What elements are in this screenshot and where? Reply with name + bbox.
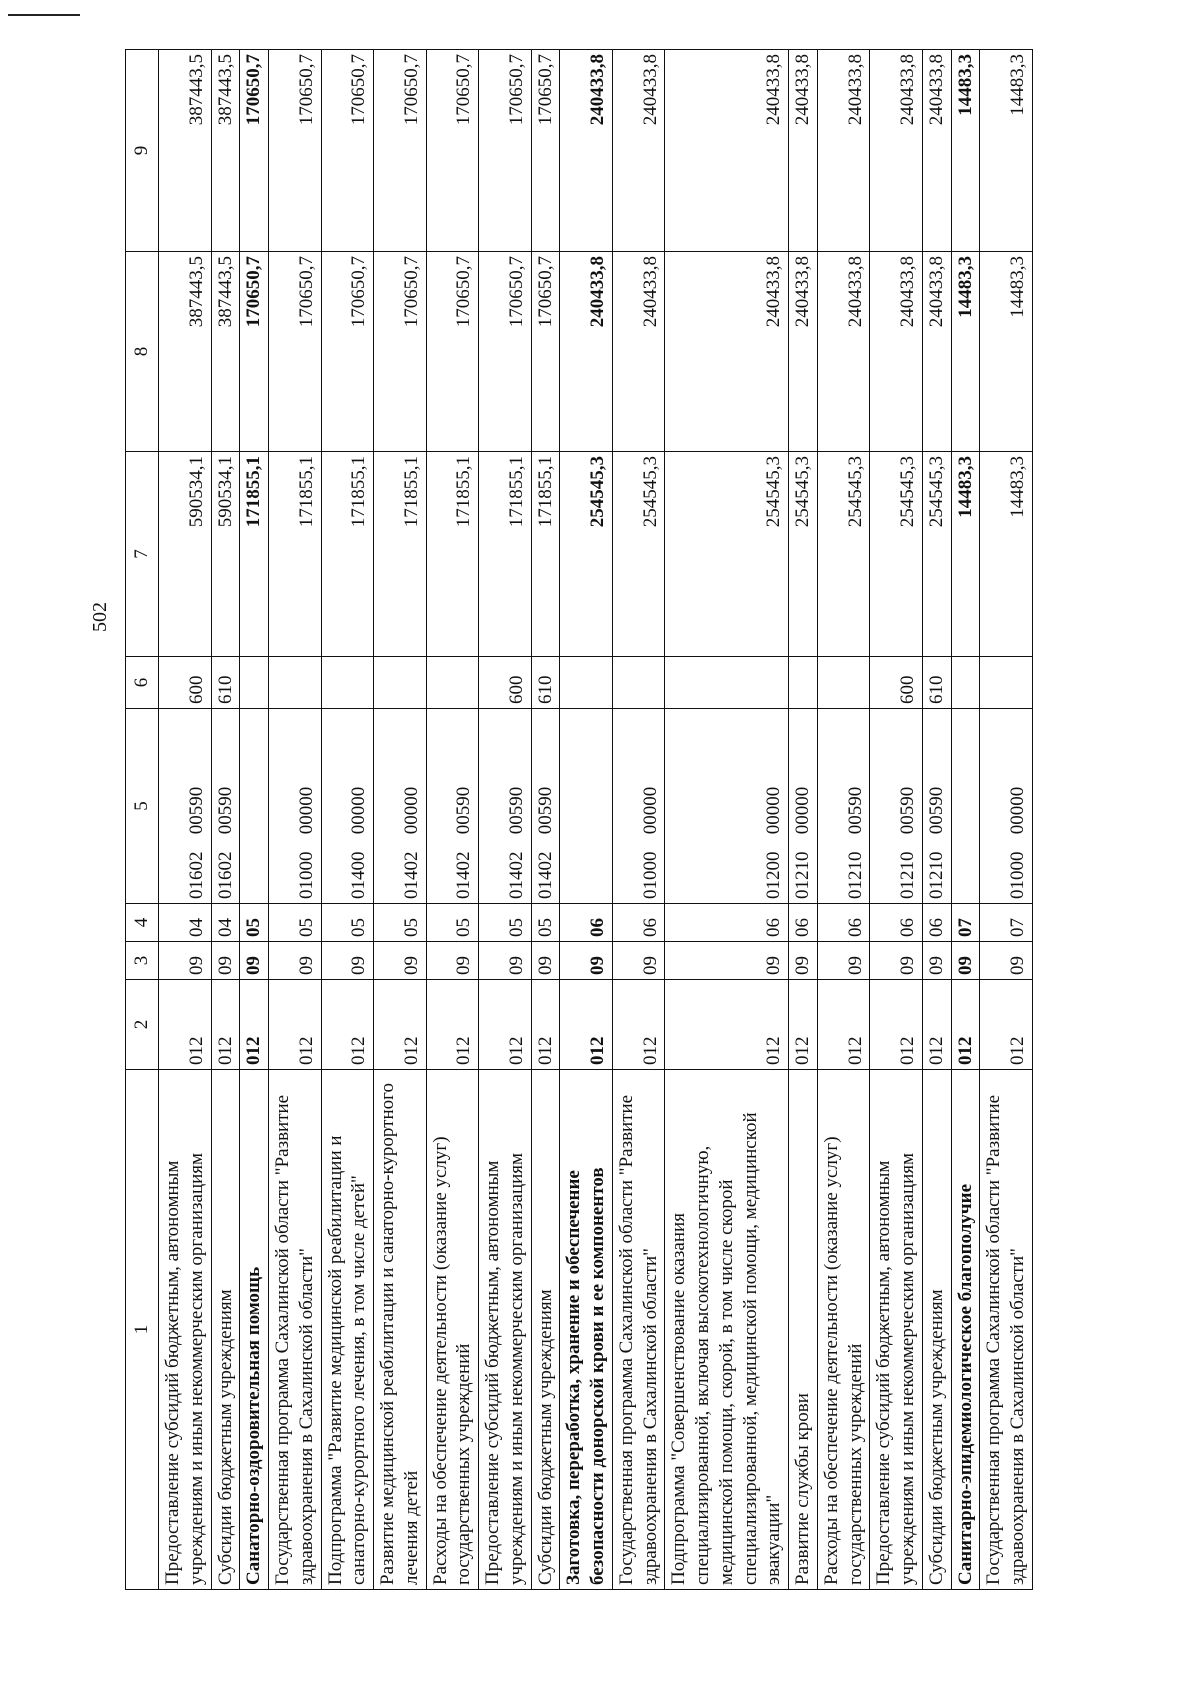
direction-code: 00000 xyxy=(1007,786,1028,835)
row-subsection-cell: 05 xyxy=(321,904,374,942)
row-expense-type-cell: 610 xyxy=(531,657,560,709)
row-amount-7-cell: 14483,3 xyxy=(951,452,980,657)
row-code-cell: 012 xyxy=(870,980,923,1070)
row-amount-9-cell: 14483,3 xyxy=(951,50,980,252)
row-name-cell: Субсидии бюджетным учреждениям xyxy=(922,1070,951,1590)
row-section-cell: 09 xyxy=(922,942,951,980)
row-code-cell: 012 xyxy=(159,980,212,1070)
direction-code: 00000 xyxy=(295,786,317,835)
table-row xyxy=(269,50,322,1590)
row-expense-type-cell xyxy=(817,657,870,709)
row-expense-type-cell xyxy=(980,657,1033,709)
header-cell: 8 xyxy=(126,252,159,452)
row-section-cell: 09 xyxy=(980,942,1033,980)
table-row xyxy=(922,50,951,1590)
row-subsection-cell: 05 xyxy=(374,904,427,942)
row-program-cell xyxy=(560,709,613,904)
row-code-cell: 012 xyxy=(240,980,269,1070)
program-code: 01000 xyxy=(295,851,317,899)
direction-code: 00000 xyxy=(348,786,370,835)
row-subsection-cell: 05 xyxy=(531,904,560,942)
row-amount-9-cell: 240433,8 xyxy=(817,50,870,252)
direction-code: 00590 xyxy=(897,786,918,835)
table-row xyxy=(789,50,818,1590)
row-amount-7-cell: 14483,3 xyxy=(980,452,1033,657)
row-section-cell: 09 xyxy=(211,942,240,980)
row-amount-8-cell: 387443,5 xyxy=(159,252,212,452)
row-subsection-cell: 06 xyxy=(789,904,818,942)
row-program-cell xyxy=(159,709,212,904)
row-subsection-cell: 06 xyxy=(870,904,923,942)
row-name-cell: Расходы на обеспечение деятельности (оказание услуг) государственных учреждений xyxy=(426,1070,479,1590)
row-section-cell: 09 xyxy=(269,942,322,980)
row-amount-7-cell: 171855,1 xyxy=(479,452,532,657)
row-section-cell: 09 xyxy=(159,942,212,980)
row-section-cell: 09 xyxy=(374,942,427,980)
row-program-cell xyxy=(817,709,870,904)
row-code-cell: 012 xyxy=(817,980,870,1070)
row-name-cell: Государственная программа Сахалинской области "Развитие здравоохранения в Сахалинской области" xyxy=(612,1070,665,1590)
direction-code: 00000 xyxy=(400,786,422,835)
scan-mark xyxy=(8,14,80,16)
table-row xyxy=(665,50,789,1590)
row-code-cell: 012 xyxy=(269,980,322,1070)
program-code: 01602 xyxy=(214,851,236,899)
row-name-cell: Подпрограмма "Совершенствование оказания специализированной, включая высокотехнологичную, медицинской помощи, скорой, в том числе скорой специализированной, медицинской помощи, медицинской эвакуации" xyxy=(665,1070,789,1590)
row-expense-type-cell: 610 xyxy=(922,657,951,709)
header-cell: 9 xyxy=(126,50,159,252)
row-code-cell: 012 xyxy=(560,980,613,1070)
row-name-cell: Предоставление субсидий бюджетным, автономным учреждениям и иным некоммерческим организациям xyxy=(870,1070,923,1590)
row-name-cell: Развитие медицинской реабилитации и санаторно-курортного лечения детей xyxy=(374,1070,427,1590)
row-amount-8-cell: 170650,7 xyxy=(374,252,427,452)
program-code: 01210 xyxy=(925,851,947,899)
program-code: 01402 xyxy=(453,851,475,899)
row-amount-8-cell: 240433,8 xyxy=(665,252,789,452)
row-code-cell: 012 xyxy=(789,980,818,1070)
row-amount-9-cell: 240433,8 xyxy=(922,50,951,252)
table-row xyxy=(560,50,613,1590)
program-code: 01000 xyxy=(639,851,661,899)
row-name-cell: Государственная программа Сахалинской области "Развитие здравоохранения в Сахалинской области" xyxy=(269,1070,322,1590)
row-name-cell: Государственная программа Сахалинской области "Развитие здравоохранения в Сахалинской области" xyxy=(980,1070,1033,1590)
direction-code: 00590 xyxy=(925,786,947,835)
row-amount-9-cell: 170650,7 xyxy=(374,50,427,252)
row-subsection-cell: 05 xyxy=(479,904,532,942)
row-name-cell: Субсидии бюджетным учреждениям xyxy=(211,1070,240,1590)
program-code: 01210 xyxy=(792,851,813,899)
table-row xyxy=(951,50,980,1590)
row-subsection-cell: 05 xyxy=(240,904,269,942)
row-program-cell xyxy=(426,709,479,904)
row-expense-type-cell xyxy=(321,657,374,709)
row-program-cell xyxy=(240,709,269,904)
row-amount-8-cell: 240433,8 xyxy=(612,252,665,452)
row-amount-8-cell: 240433,8 xyxy=(560,252,613,452)
row-program-cell xyxy=(870,709,923,904)
table-row xyxy=(240,50,269,1590)
row-amount-7-cell: 171855,1 xyxy=(374,452,427,657)
row-amount-8-cell: 240433,8 xyxy=(922,252,951,452)
program-code: 01000 xyxy=(1007,851,1028,899)
row-program-cell xyxy=(789,709,818,904)
row-program-cell xyxy=(479,709,532,904)
row-amount-9-cell: 387443,5 xyxy=(159,50,212,252)
row-program-cell xyxy=(374,709,427,904)
row-subsection-cell: 06 xyxy=(817,904,870,942)
row-code-cell: 012 xyxy=(951,980,980,1070)
row-code-cell: 012 xyxy=(531,980,560,1070)
row-amount-7-cell: 254545,3 xyxy=(560,452,613,657)
row-amount-7-cell: 171855,1 xyxy=(240,452,269,657)
row-amount-7-cell: 171855,1 xyxy=(269,452,322,657)
program-code: 01400 xyxy=(348,851,370,899)
direction-code: 00000 xyxy=(639,786,661,835)
row-amount-9-cell: 170650,7 xyxy=(479,50,532,252)
row-code-cell: 012 xyxy=(321,980,374,1070)
table-row xyxy=(531,50,560,1590)
row-program-cell xyxy=(922,709,951,904)
page-number: 502 xyxy=(89,602,111,632)
row-amount-9-cell: 14483,3 xyxy=(980,50,1033,252)
row-name-cell: Подпрограмма "Развитие медицинской реабилитации и санаторно-курортного лечения, в том числе детей" xyxy=(321,1070,374,1590)
row-code-cell: 012 xyxy=(980,980,1033,1070)
row-name-cell: Расходы на обеспечение деятельности (оказание услуг) государственных учреждений xyxy=(817,1070,870,1590)
row-amount-8-cell: 170650,7 xyxy=(531,252,560,452)
row-amount-8-cell: 240433,8 xyxy=(789,252,818,452)
row-section-cell: 09 xyxy=(612,942,665,980)
row-code-cell: 012 xyxy=(374,980,427,1070)
row-name-cell: Развитие службы крови xyxy=(789,1070,818,1590)
row-amount-7-cell: 254545,3 xyxy=(922,452,951,657)
row-subsection-cell: 07 xyxy=(951,904,980,942)
direction-code: 00000 xyxy=(763,786,785,835)
row-program-cell xyxy=(951,709,980,904)
program-code: 01210 xyxy=(844,851,866,899)
row-program-cell xyxy=(269,709,322,904)
direction-code: 00590 xyxy=(185,786,207,835)
row-amount-8-cell: 170650,7 xyxy=(269,252,322,452)
row-expense-type-cell xyxy=(612,657,665,709)
row-section-cell: 09 xyxy=(817,942,870,980)
row-amount-9-cell: 170650,7 xyxy=(531,50,560,252)
row-amount-7-cell: 254545,3 xyxy=(612,452,665,657)
header-cell: 2 xyxy=(126,980,159,1070)
table-row xyxy=(426,50,479,1590)
table-row xyxy=(817,50,870,1590)
direction-code: 00590 xyxy=(534,786,556,835)
row-program-cell xyxy=(211,709,240,904)
table-row xyxy=(374,50,427,1590)
table-row xyxy=(321,50,374,1590)
header-cell: 3 xyxy=(126,942,159,980)
row-section-cell: 09 xyxy=(665,942,789,980)
row-amount-9-cell: 170650,7 xyxy=(426,50,479,252)
row-amount-8-cell: 14483,3 xyxy=(951,252,980,452)
table-row xyxy=(612,50,665,1590)
row-section-cell: 09 xyxy=(479,942,532,980)
direction-code: 00590 xyxy=(214,786,236,835)
row-subsection-cell: 05 xyxy=(426,904,479,942)
direction-code: 00000 xyxy=(792,786,813,835)
row-expense-type-cell: 600 xyxy=(479,657,532,709)
row-code-cell: 012 xyxy=(479,980,532,1070)
row-amount-9-cell: 170650,7 xyxy=(240,50,269,252)
header-cell: 5 xyxy=(126,709,159,904)
row-amount-8-cell: 387443,5 xyxy=(211,252,240,452)
row-program-cell xyxy=(531,709,560,904)
row-section-cell: 09 xyxy=(951,942,980,980)
table-row xyxy=(159,50,212,1590)
row-program-cell xyxy=(612,709,665,904)
program-code: 01200 xyxy=(763,851,785,899)
row-amount-9-cell: 240433,8 xyxy=(870,50,923,252)
program-code: 01402 xyxy=(400,851,422,899)
row-expense-type-cell xyxy=(789,657,818,709)
row-subsection-cell: 06 xyxy=(665,904,789,942)
row-name-cell: Предоставление субсидий бюджетным, автономным учреждениям и иным некоммерческим организациям xyxy=(479,1070,532,1590)
row-amount-7-cell: 171855,1 xyxy=(426,452,479,657)
row-section-cell: 09 xyxy=(789,942,818,980)
row-amount-8-cell: 14483,3 xyxy=(980,252,1033,452)
row-expense-type-cell xyxy=(240,657,269,709)
header-cell: 4 xyxy=(126,904,159,942)
rotated-page xyxy=(87,50,1137,1590)
row-amount-8-cell: 240433,8 xyxy=(817,252,870,452)
row-name-cell: Субсидии бюджетным учреждениям xyxy=(531,1070,560,1590)
row-amount-9-cell: 240433,8 xyxy=(560,50,613,252)
row-amount-9-cell: 387443,5 xyxy=(211,50,240,252)
row-section-cell: 09 xyxy=(321,942,374,980)
row-section-cell: 09 xyxy=(870,942,923,980)
row-expense-type-cell xyxy=(374,657,427,709)
row-amount-8-cell: 170650,7 xyxy=(479,252,532,452)
row-name-cell: Предоставление субсидий бюджетным, автономным учреждениям и иным некоммерческим организациям xyxy=(159,1070,212,1590)
row-expense-type-cell xyxy=(426,657,479,709)
row-amount-7-cell: 171855,1 xyxy=(531,452,560,657)
program-code: 01210 xyxy=(897,851,918,899)
row-amount-7-cell: 254545,3 xyxy=(870,452,923,657)
row-amount-7-cell: 590534,1 xyxy=(211,452,240,657)
row-expense-type-cell xyxy=(951,657,980,709)
row-subsection-cell: 07 xyxy=(980,904,1033,942)
row-code-cell: 012 xyxy=(426,980,479,1070)
row-amount-8-cell: 240433,8 xyxy=(870,252,923,452)
row-expense-type-cell: 600 xyxy=(870,657,923,709)
row-expense-type-cell: 600 xyxy=(159,657,212,709)
row-amount-7-cell: 254545,3 xyxy=(665,452,789,657)
row-amount-7-cell: 254545,3 xyxy=(817,452,870,657)
row-expense-type-cell: 610 xyxy=(211,657,240,709)
row-amount-7-cell: 254545,3 xyxy=(789,452,818,657)
row-amount-9-cell: 240433,8 xyxy=(789,50,818,252)
row-program-cell xyxy=(321,709,374,904)
row-code-cell: 012 xyxy=(665,980,789,1070)
row-subsection-cell: 04 xyxy=(211,904,240,942)
row-amount-8-cell: 170650,7 xyxy=(426,252,479,452)
row-program-cell xyxy=(665,709,789,904)
table-row xyxy=(211,50,240,1590)
header-cell: 1 xyxy=(126,1070,159,1590)
row-section-cell: 09 xyxy=(531,942,560,980)
row-name-cell: Санитарно-эпидемиологическое благополучие xyxy=(951,1070,980,1590)
header-cell: 6 xyxy=(126,657,159,709)
program-code: 01402 xyxy=(505,851,527,899)
direction-code: 00590 xyxy=(844,786,866,835)
row-code-cell: 012 xyxy=(612,980,665,1070)
row-amount-9-cell: 170650,7 xyxy=(269,50,322,252)
row-code-cell: 012 xyxy=(211,980,240,1070)
table-row xyxy=(980,50,1033,1590)
row-section-cell: 09 xyxy=(240,942,269,980)
row-amount-8-cell: 170650,7 xyxy=(321,252,374,452)
direction-code: 00590 xyxy=(505,786,527,835)
row-section-cell: 09 xyxy=(426,942,479,980)
table-row xyxy=(479,50,532,1590)
header-cell: 7 xyxy=(126,452,159,657)
row-subsection-cell: 06 xyxy=(612,904,665,942)
table-header-row xyxy=(126,50,159,1590)
table-row xyxy=(870,50,923,1590)
row-expense-type-cell xyxy=(665,657,789,709)
budget-table xyxy=(125,49,1033,1590)
row-subsection-cell: 06 xyxy=(922,904,951,942)
row-amount-9-cell: 240433,8 xyxy=(665,50,789,252)
program-code: 01402 xyxy=(534,851,556,899)
row-expense-type-cell xyxy=(269,657,322,709)
row-amount-7-cell: 590534,1 xyxy=(159,452,212,657)
row-name-cell: Заготовка, переработка, хранение и обеспечение безопасности донорской крови и ее компонентов xyxy=(560,1070,613,1590)
program-code: 01602 xyxy=(185,851,207,899)
row-section-cell: 09 xyxy=(560,942,613,980)
row-amount-7-cell: 171855,1 xyxy=(321,452,374,657)
row-expense-type-cell xyxy=(560,657,613,709)
row-subsection-cell: 06 xyxy=(560,904,613,942)
row-name-cell: Санаторно-оздоровительная помощь xyxy=(240,1070,269,1590)
row-subsection-cell: 04 xyxy=(159,904,212,942)
row-subsection-cell: 05 xyxy=(269,904,322,942)
row-amount-9-cell: 240433,8 xyxy=(612,50,665,252)
direction-code: 00590 xyxy=(453,786,475,835)
row-program-cell xyxy=(980,709,1033,904)
row-amount-9-cell: 170650,7 xyxy=(321,50,374,252)
row-amount-8-cell: 170650,7 xyxy=(240,252,269,452)
row-code-cell: 012 xyxy=(922,980,951,1070)
